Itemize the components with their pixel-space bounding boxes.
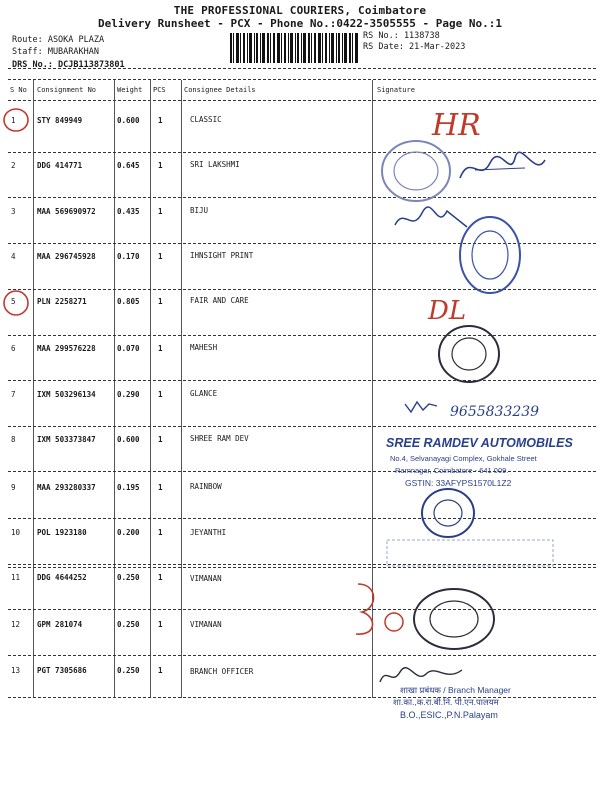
row-pcs: 1 bbox=[158, 252, 163, 261]
row-weight: 0.070 bbox=[117, 344, 140, 353]
stamp-office: शा.का.,क.रा.बी.नि. पी.एन.पालयम bbox=[393, 697, 499, 707]
row-pcs: 1 bbox=[158, 161, 163, 170]
col-header-pcs: PCS bbox=[153, 86, 166, 94]
row-separator bbox=[8, 518, 596, 519]
row-sno: 13 bbox=[11, 666, 21, 675]
row-sno: 7 bbox=[11, 390, 16, 399]
row-consignment: IXM 503296134 bbox=[37, 390, 96, 399]
row-consignee: VIMANAN bbox=[190, 574, 222, 583]
stamp-office-english: B.O.,ESIC.,P.N.Palayam bbox=[400, 710, 498, 720]
row-pcs: 1 bbox=[158, 666, 163, 675]
row-weight: 0.250 bbox=[117, 620, 140, 629]
row-consignee: SHREE RAM DEV bbox=[190, 434, 249, 443]
row-consignment: MAA 569690972 bbox=[37, 207, 96, 216]
col-header-signature: Signature bbox=[377, 86, 415, 94]
column-divider bbox=[33, 80, 34, 698]
row-weight: 0.600 bbox=[117, 116, 140, 125]
rs-date: RS Date: 21-Mar-2023 bbox=[363, 42, 466, 52]
stamp-gstin: GSTIN: 33AFYPS1570L1Z2 bbox=[405, 478, 512, 488]
row-consignment: MAA 293280337 bbox=[37, 483, 96, 492]
barcode bbox=[230, 33, 358, 63]
row-weight: 0.170 bbox=[117, 252, 140, 261]
signature-scribble bbox=[403, 398, 439, 414]
row-consignment: IXM 503373847 bbox=[37, 435, 96, 444]
row-consignment: PGT 7305686 bbox=[37, 666, 87, 675]
row-separator bbox=[8, 335, 596, 336]
row-separator bbox=[8, 697, 596, 698]
row-consignment: MAA 299576228 bbox=[37, 344, 96, 353]
row-separator bbox=[8, 380, 596, 381]
round-seal bbox=[455, 210, 525, 300]
row-sno: 3 bbox=[11, 207, 16, 216]
row-consignment: POL 1923180 bbox=[37, 528, 87, 537]
row-sno: 12 bbox=[11, 620, 21, 629]
round-seal bbox=[378, 138, 458, 204]
row-weight: 0.250 bbox=[117, 573, 140, 582]
row-weight: 0.290 bbox=[117, 390, 140, 399]
row-sno: 5 bbox=[11, 297, 16, 306]
row-sno: 11 bbox=[11, 573, 21, 582]
row-pcs: 1 bbox=[158, 297, 163, 306]
round-seal bbox=[418, 485, 478, 541]
row-consignee: BIJU bbox=[190, 206, 209, 215]
staff-label: Staff: MUBARAKHAN bbox=[12, 47, 99, 57]
col-header-sno: S No bbox=[10, 86, 27, 94]
row-consignee: IHNSIGHT PRINT bbox=[190, 251, 254, 260]
column-header-rule bbox=[8, 100, 596, 101]
header-rule bbox=[8, 79, 596, 80]
row-consignment: GPM 281074 bbox=[37, 620, 83, 629]
column-divider bbox=[150, 80, 151, 698]
row-weight: 0.435 bbox=[117, 207, 140, 216]
row-sno: 6 bbox=[11, 344, 16, 353]
stamp-company-name: SREE RAMDEV AUTOMOBILES bbox=[386, 436, 573, 450]
stamp-designation: शाखा प्रबंधक / Branch Manager bbox=[400, 685, 511, 695]
row-consignee: FAIR AND CARE bbox=[190, 296, 249, 305]
row-weight: 0.195 bbox=[117, 483, 140, 492]
row-consignment: DDG 414771 bbox=[37, 161, 83, 170]
row-pcs: 1 bbox=[158, 344, 163, 353]
row-sno: 4 bbox=[11, 252, 16, 261]
signature-scribble bbox=[455, 148, 550, 188]
row-weight: 0.805 bbox=[117, 297, 140, 306]
row-pcs: 1 bbox=[158, 620, 163, 629]
red-circle-mark bbox=[0, 104, 40, 136]
row-pcs: 1 bbox=[158, 483, 163, 492]
col-header-consignment: Consignment No bbox=[37, 86, 97, 94]
row-weight: 0.600 bbox=[117, 435, 140, 444]
row-weight: 0.250 bbox=[117, 666, 140, 675]
row-separator bbox=[8, 197, 596, 198]
row-weight: 0.200 bbox=[117, 528, 140, 537]
row-consignment: MAA 296745928 bbox=[37, 252, 96, 261]
row-pcs: 1 bbox=[158, 116, 163, 125]
row-consignee: GLANCE bbox=[190, 389, 218, 398]
row-consignee: JEYANTHI bbox=[190, 528, 227, 537]
row-pcs: 1 bbox=[158, 573, 163, 582]
row-consignee: VIMANAN bbox=[190, 620, 222, 629]
red-scribble bbox=[348, 578, 408, 640]
row-separator bbox=[8, 655, 596, 656]
row-sno: 1 bbox=[11, 116, 16, 125]
row-consignment: PLN 2258271 bbox=[37, 297, 87, 306]
row-pcs: 1 bbox=[158, 435, 163, 444]
column-divider bbox=[114, 80, 115, 698]
drs-number: DRS No.: DCJB113873801 bbox=[12, 60, 125, 70]
rs-number: RS No.: 1138738 bbox=[363, 31, 440, 41]
row-consignment: STY 849949 bbox=[37, 116, 83, 125]
row-sno: 9 bbox=[11, 483, 16, 492]
stamp-address-line: Ramnagar, Coimbatore - 641 009. bbox=[395, 466, 509, 475]
runsheet-subtitle: Delivery Runsheet - PCX - Phone No.:0422-3505555 - Page No.:1 bbox=[98, 17, 502, 30]
row-separator bbox=[8, 426, 596, 427]
handwritten-phone: 9655833239 bbox=[450, 404, 540, 420]
row-consignee: CLASSIC bbox=[190, 115, 222, 124]
row-pcs: 1 bbox=[158, 390, 163, 399]
row-consignee: RAINBOW bbox=[190, 482, 222, 491]
row-pcs: 1 bbox=[158, 207, 163, 216]
round-seal bbox=[410, 586, 498, 652]
col-header-consignee: Consignee Details bbox=[184, 86, 256, 94]
row-sno: 8 bbox=[11, 435, 16, 444]
row-consignee: BRANCH OFFICER bbox=[190, 667, 254, 676]
row-consignee: MAHESH bbox=[190, 343, 218, 352]
column-divider bbox=[181, 80, 182, 698]
row-sno: 10 bbox=[11, 528, 21, 537]
row-weight: 0.645 bbox=[117, 161, 140, 170]
row-consignee: SRI LAKSHMI bbox=[190, 160, 240, 169]
col-header-weight: Weight bbox=[117, 86, 143, 94]
route-label: Route: ASOKA PLAZA bbox=[12, 35, 105, 45]
row-sno: 2 bbox=[11, 161, 16, 170]
row-separator bbox=[8, 609, 596, 610]
faded-stamp bbox=[385, 538, 555, 568]
row-consignment: DDG 4644252 bbox=[37, 573, 87, 582]
handwritten-dl: DL bbox=[428, 296, 467, 326]
stamp-address-line: No.4, Selvanayagi Complex, Gokhale Street bbox=[390, 454, 537, 463]
row-pcs: 1 bbox=[158, 528, 163, 537]
runsheet-title: THE PROFESSIONAL COURIERS, Coimbatore bbox=[173, 4, 427, 17]
red-circle-mark bbox=[0, 287, 40, 319]
round-seal bbox=[435, 322, 503, 386]
handwritten-hr: HR bbox=[432, 108, 481, 143]
header-top-rule bbox=[8, 68, 596, 69]
